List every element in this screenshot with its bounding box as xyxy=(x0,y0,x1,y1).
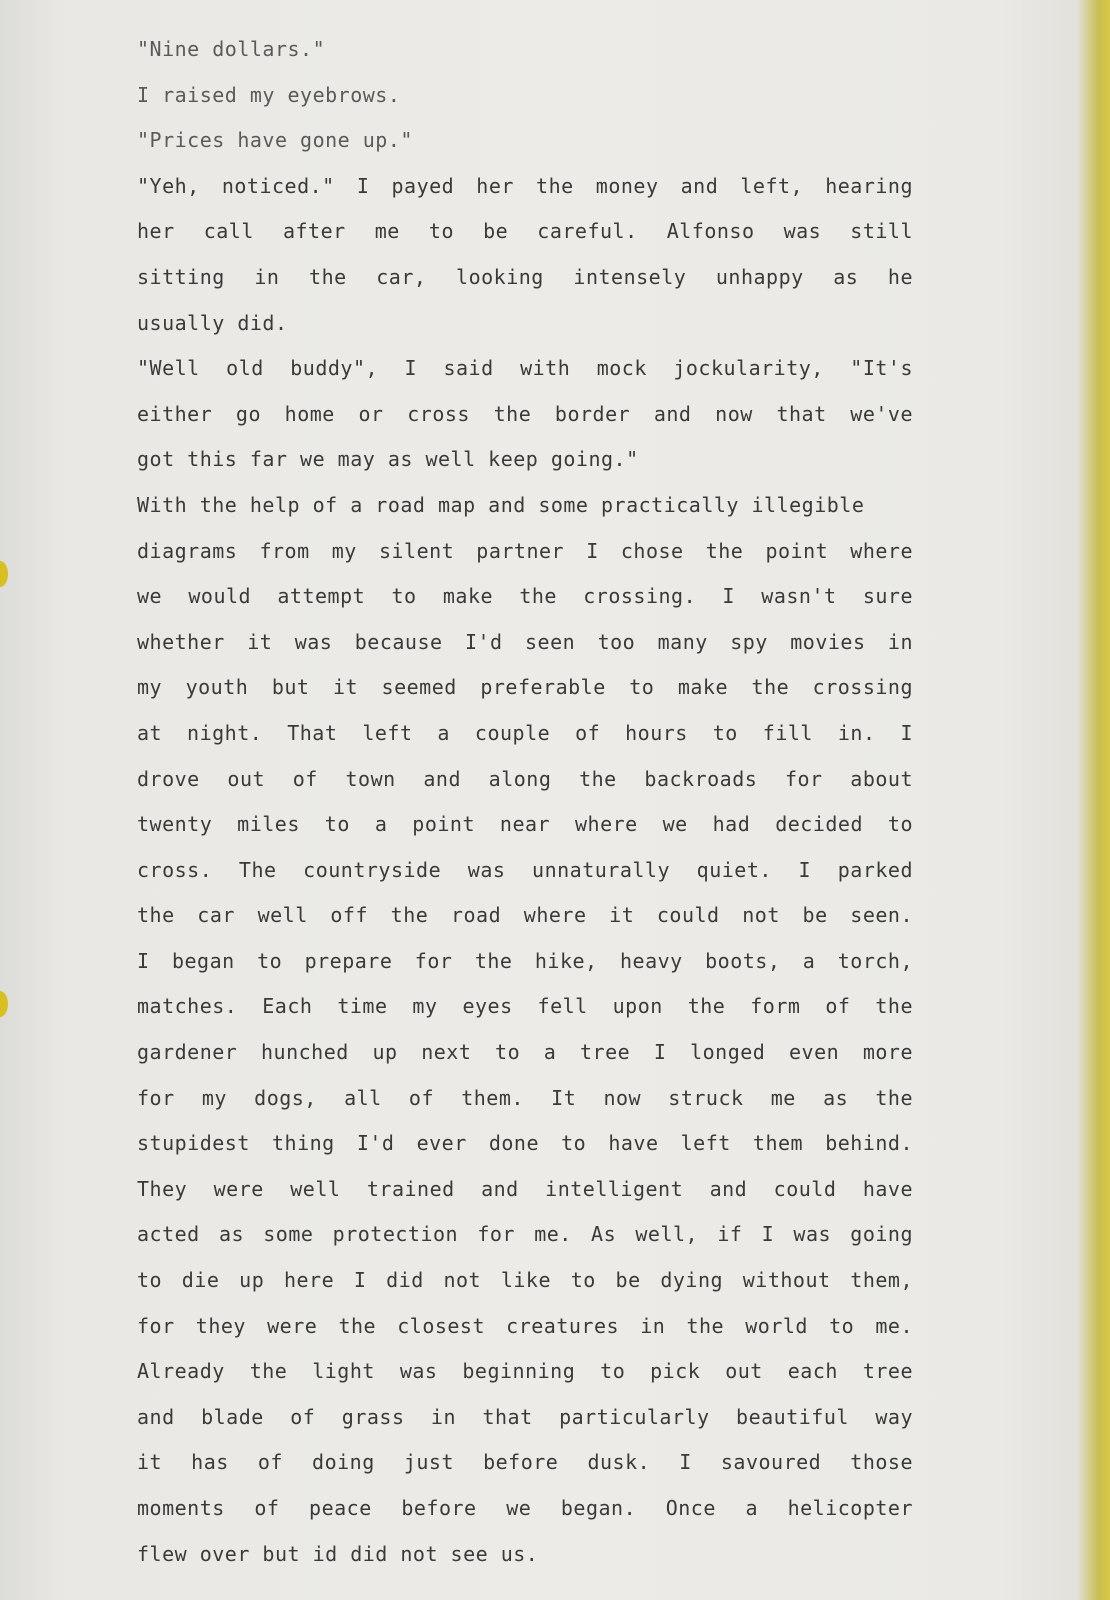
text-line: With the help of a road map and some practically illegible xyxy=(137,492,865,517)
text-line: her call after me to be careful. Alfonso was still xyxy=(137,219,913,244)
text-line: I began to prepare for the hike, heavy boots, a torch, xyxy=(137,948,913,973)
text-line: to die up here I did not like to be dying without them, xyxy=(137,1268,913,1293)
text-line: for they were the closest creatures in the world to me. xyxy=(137,1313,913,1338)
text-line: whether it was because I'd seen too many spy movies in xyxy=(137,629,913,654)
text-line: They were well trained and intelligent and could have xyxy=(137,1176,913,1201)
text-line: stupidest thing I'd ever done to have left them behind. xyxy=(137,1131,913,1156)
text-line: diagrams from my silent partner I chose the point where xyxy=(137,538,913,563)
text-line: my youth but it seemed preferable to make the crossing xyxy=(137,675,913,700)
text-line: twenty miles to a point near where we had decided to xyxy=(137,812,913,837)
text-line: it has of doing just before dusk. I savoured those xyxy=(137,1450,913,1475)
text-line: and blade of grass in that particularly beautiful way xyxy=(137,1404,913,1429)
text-line: either go home or cross the border and now that we've xyxy=(137,401,913,426)
text-line: we would attempt to make the crossing. I wasn't sure xyxy=(137,584,913,609)
text-line: drove out of town and along the backroads for about xyxy=(137,766,913,791)
text-line: for my dogs, all of them. It now struck me as the xyxy=(137,1085,913,1110)
text-line: gardener hunched up next to a tree I longed even more xyxy=(137,1040,913,1065)
text-line: usually did. xyxy=(137,310,288,335)
text-line: "Yeh, noticed." I payed her the money and left, hearing xyxy=(137,173,913,198)
text-line: the car well off the road where it could not be seen. xyxy=(137,903,913,928)
text-line: cross. The countryside was unnaturally quiet. I parked xyxy=(137,857,913,882)
typewritten-text-body xyxy=(137,33,937,1583)
text-line: Already the light was beginning to pick out each tree xyxy=(137,1359,913,1384)
text-line: got this far we may as well keep going." xyxy=(137,447,639,472)
binder-hole-mark xyxy=(0,991,8,1017)
text-line: matches. Each time my eyes fell upon the form of the xyxy=(137,994,913,1019)
text-line: at night. That left a couple of hours to fill in. I xyxy=(137,720,913,745)
text-line: moments of peace before we began. Once a helicopter xyxy=(137,1496,913,1520)
text-line: "Prices have gone up." xyxy=(137,128,413,153)
text-line: sitting in the car, looking intensely unhappy as he xyxy=(137,264,913,289)
text-line: acted as some protection for me. As well, if I was going xyxy=(137,1222,913,1247)
binder-hole-mark xyxy=(0,561,8,587)
text-line: "Nine dollars." xyxy=(137,37,326,61)
text-line: flew over but id did not see us. xyxy=(137,1541,539,1566)
text-line: "Well old buddy", I said with mock jockularity, "It's xyxy=(137,356,913,381)
text-line: I raised my eyebrows. xyxy=(137,82,401,107)
